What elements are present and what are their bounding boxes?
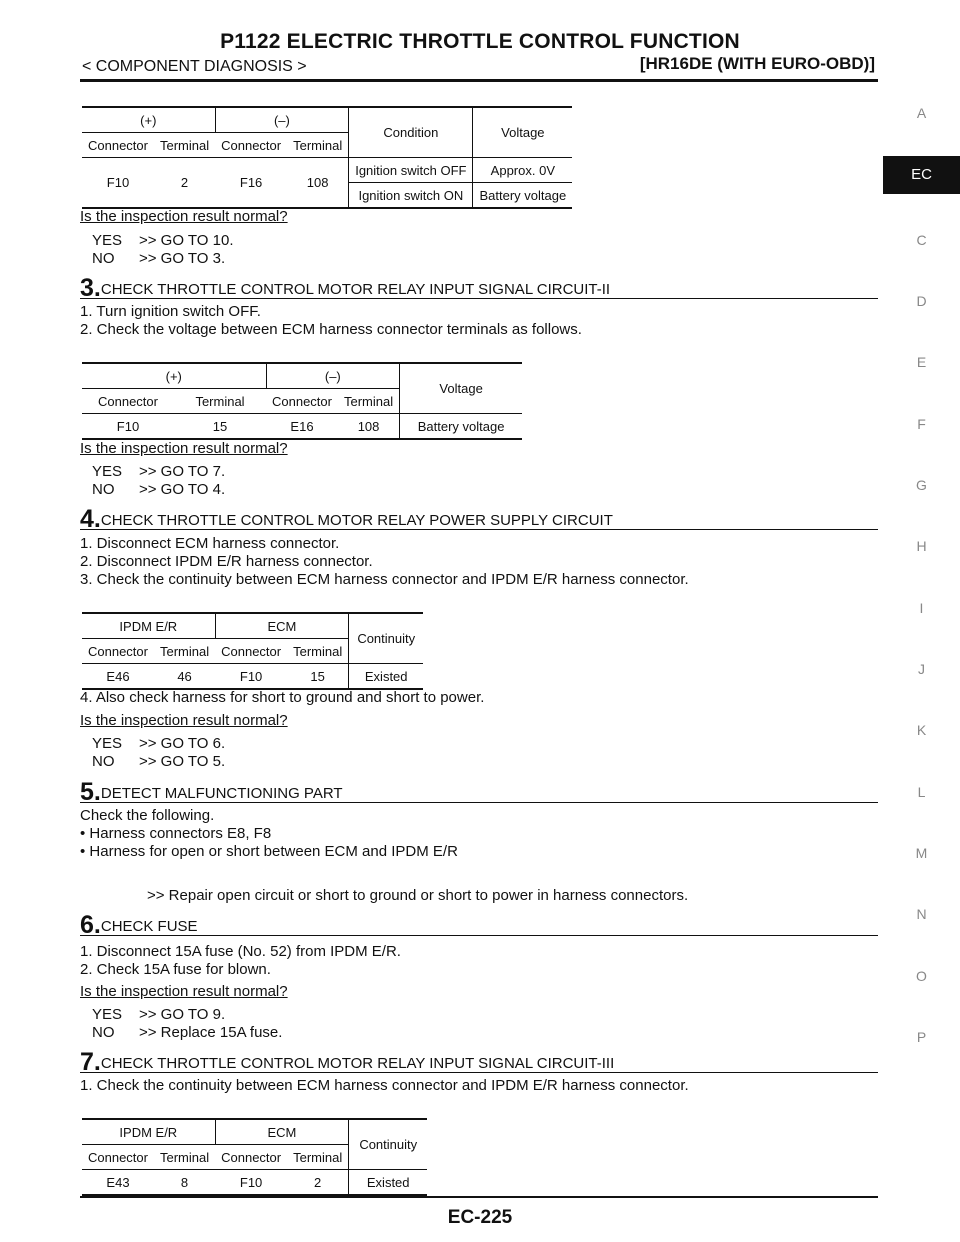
col-ipdm: IPDM E/R [82, 613, 215, 639]
col-condition: Condition [349, 107, 473, 158]
col-terminal: Terminal [338, 389, 400, 414]
col-connector: Connector [215, 1145, 287, 1170]
step-5-instruction: • Harness for open or short between ECM and IPDM E/R [80, 843, 458, 860]
inspection-question: Is the inspection result normal? [80, 208, 288, 225]
step-3-instruction: 1. Turn ignition switch OFF. [80, 303, 261, 320]
col-plus: (+) [82, 363, 266, 389]
tab-o[interactable]: O [916, 968, 927, 984]
result-yes: YES >> GO TO 10. [92, 232, 234, 249]
cell-connector-plus: F10 [82, 158, 154, 209]
cell-ipdm-terminal: 8 [154, 1170, 215, 1196]
header-rule [80, 79, 878, 82]
result-no: NO >> Replace 15A fuse. [92, 1024, 283, 1041]
cell-continuity: Existed [349, 664, 424, 690]
tab-k[interactable]: K [916, 722, 927, 738]
col-plus: (+) [82, 107, 215, 133]
tab-i[interactable]: I [919, 600, 924, 616]
cell-terminal-plus: 2 [154, 158, 215, 209]
cell-ecm-terminal: 2 [287, 1170, 349, 1196]
cell-connector-minus: E16 [266, 414, 338, 440]
step-5-action: >> Repair open circuit or short to ground or short to power in harness connectors. [147, 887, 689, 904]
tab-c[interactable]: C [916, 232, 927, 248]
result-yes: YES >> GO TO 6. [92, 735, 226, 752]
cell-continuity: Existed [349, 1170, 428, 1196]
col-connector: Connector [82, 133, 154, 158]
col-continuity: Continuity [349, 613, 424, 664]
col-voltage: Voltage [473, 107, 572, 158]
cell-ipdm-connector: E43 [82, 1170, 154, 1196]
step-7-heading: 7.CHECK THROTTLE CONTROL MOTOR RELAY INPUT SIGNAL CIRCUIT-III [80, 1046, 878, 1073]
result-no: NO >> GO TO 5. [92, 753, 226, 770]
tab-d[interactable]: D [916, 293, 927, 309]
step-4-heading: 4.CHECK THROTTLE CONTROL MOTOR RELAY POWER SUPPLY CIRCUIT [80, 503, 878, 530]
step-4-instruction: 4. Also check harness for short to ground and short to power. [80, 689, 485, 706]
step-6-heading: 6.CHECK FUSE [80, 909, 878, 936]
col-connector: Connector [215, 133, 287, 158]
step-6-instruction: 2. Check 15A fuse for blown. [80, 961, 271, 978]
col-minus: (–) [266, 363, 400, 389]
tab-ec[interactable]: EC [883, 156, 960, 194]
cell-terminal-minus: 108 [338, 414, 400, 440]
tab-h[interactable]: H [916, 538, 927, 554]
cell-condition: Ignition switch ON [349, 183, 473, 209]
cell-ecm-terminal: 15 [287, 664, 349, 690]
voltage-table-1 [82, 106, 572, 209]
inspection-question: Is the inspection result normal? [80, 712, 288, 729]
col-connector: Connector [266, 389, 338, 414]
page-number: EC-225 [447, 1207, 513, 1228]
result-yes: YES >> GO TO 7. [92, 463, 226, 480]
col-voltage: Voltage [400, 363, 523, 414]
col-connector: Connector [82, 1145, 154, 1170]
cell-ipdm-terminal: 46 [154, 664, 215, 690]
col-connector: Connector [215, 639, 287, 664]
col-terminal: Terminal [287, 1145, 349, 1170]
cell-terminal-minus: 108 [287, 158, 349, 209]
col-ecm: ECM [215, 1119, 349, 1145]
col-terminal: Terminal [154, 639, 215, 664]
cell-connector-minus: F16 [215, 158, 287, 209]
tab-a[interactable]: A [916, 105, 927, 121]
cell-voltage: Battery voltage [400, 414, 523, 440]
cell-ecm-connector: F10 [215, 664, 287, 690]
inspection-question: Is the inspection result normal? [80, 983, 288, 1000]
voltage-table-2 [82, 362, 522, 440]
cell-voltage: Battery voltage [473, 183, 572, 209]
col-terminal: Terminal [154, 133, 215, 158]
step-7-instruction: 1. Check the continuity between ECM harness connector and IPDM E/R harness connector. [80, 1077, 689, 1094]
continuity-table-1 [82, 612, 423, 690]
cell-ecm-connector: F10 [215, 1170, 287, 1196]
step-5-heading: 5.DETECT MALFUNCTIONING PART [80, 776, 878, 803]
step-5-instruction: Check the following. [80, 807, 215, 824]
step-4-instruction: 1. Disconnect ECM harness connector. [80, 535, 340, 552]
tab-l[interactable]: L [917, 784, 926, 800]
footer-rule [80, 1196, 878, 1198]
step-6-instruction: 1. Disconnect 15A fuse (No. 52) from IPDM E/R. [80, 943, 401, 960]
continuity-table-2 [82, 1118, 427, 1196]
tab-p[interactable]: P [916, 1029, 927, 1045]
col-minus: (–) [215, 107, 349, 133]
step-4-instruction: 3. Check the continuity between ECM harness connector and IPDM E/R harness connector. [80, 571, 689, 588]
col-terminal: Terminal [154, 1145, 215, 1170]
tab-n[interactable]: N [916, 906, 927, 922]
tab-j[interactable]: J [918, 661, 925, 677]
col-connector: Connector [82, 639, 154, 664]
breadcrumb: < COMPONENT DIAGNOSIS > [82, 58, 307, 75]
step-4-instruction: 2. Disconnect IPDM E/R harness connector. [80, 553, 373, 570]
col-ecm: ECM [215, 613, 349, 639]
col-continuity: Continuity [349, 1119, 428, 1170]
tab-g[interactable]: G [916, 477, 927, 493]
col-terminal: Terminal [287, 639, 349, 664]
step-5-instruction: • Harness connectors E8, F8 [80, 825, 272, 842]
step-3-instruction: 2. Check the voltage between ECM harness connector terminals as follows. [80, 321, 582, 338]
tab-e[interactable]: E [916, 354, 927, 370]
cell-condition: Ignition switch OFF [349, 158, 473, 183]
result-no: NO >> GO TO 3. [92, 250, 226, 267]
tab-m[interactable]: M [915, 845, 928, 861]
tab-f[interactable]: F [917, 416, 926, 432]
col-connector: Connector [82, 389, 174, 414]
cell-ipdm-connector: E46 [82, 664, 154, 690]
cell-connector-plus: F10 [82, 414, 174, 440]
result-no: NO >> GO TO 4. [92, 481, 226, 498]
cell-terminal-plus: 15 [174, 414, 266, 440]
col-terminal: Terminal [174, 389, 266, 414]
page-title: P1122 ELECTRIC THROTTLE CONTROL FUNCTION [220, 30, 740, 53]
col-terminal: Terminal [287, 133, 349, 158]
step-3-heading: 3.CHECK THROTTLE CONTROL MOTOR RELAY INPUT SIGNAL CIRCUIT-II [80, 272, 878, 299]
cell-voltage: Approx. 0V [473, 158, 572, 183]
inspection-question: Is the inspection result normal? [80, 440, 288, 457]
result-yes: YES >> GO TO 9. [92, 1006, 226, 1023]
col-ipdm: IPDM E/R [82, 1119, 215, 1145]
model-label: [HR16DE (WITH EURO-OBD)] [639, 54, 875, 73]
